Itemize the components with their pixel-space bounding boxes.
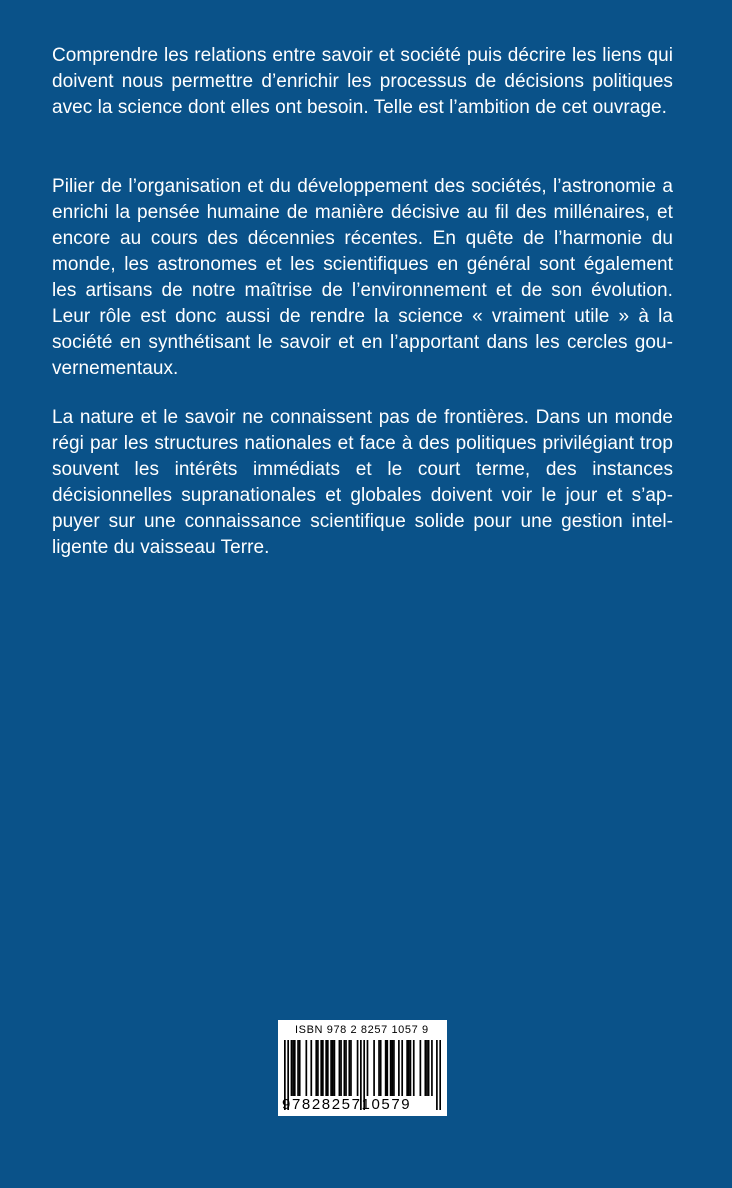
paragraph-text: Pilier de l’organisation et du développement des sociétés, l’astronomie a enrichi la pensée humaine de manière décisive au fil des millénaires, et encore au cours des décennies récentes. En quête de l’harmonie du monde, les astronomes et les scientifiques en général sont également les artisans de notre maîtrise de l’environnement et de son évolution. Leur rôle est donc aussi de rendre la science « vraiment utile » à la société en synthétisant le savoir et en l’apportant dans les cercles gouvernementaux.	[52, 176, 673, 379]
barcode-bar	[348, 1040, 350, 1096]
barcode-bar	[350, 1040, 352, 1096]
barcode-bar	[393, 1040, 395, 1096]
barcode-bar	[398, 1040, 400, 1096]
barcode-bar	[410, 1040, 412, 1096]
barcode-bar	[294, 1040, 296, 1096]
barcode-bar	[373, 1040, 375, 1096]
barcode-bar	[401, 1040, 403, 1096]
barcode-bar	[339, 1040, 341, 1096]
barcode-bar	[330, 1040, 332, 1096]
conclusion-paragraph	[52, 405, 673, 561]
astronomy-paragraph	[52, 174, 673, 382]
barcode-digits: 9782825710579	[282, 1096, 412, 1113]
barcode-bar	[390, 1040, 392, 1096]
paragraph-text: Comprendre les relations entre savoir et société puis décrire les liens qui doivent nous permettre d’enrichir les processus de décisions politiques avec la science dont elles ont besoin. Telle est l’ambition de cet ouvrage.	[52, 45, 673, 118]
barcode-bar	[310, 1040, 312, 1096]
barcode-bar	[367, 1040, 369, 1096]
barcode-bar	[320, 1040, 322, 1096]
barcode-bar	[378, 1040, 380, 1096]
barcode-bar	[380, 1040, 382, 1096]
barcode-bar	[334, 1040, 336, 1096]
isbn-label: ISBN 978 2 8257 1057 9	[295, 1024, 429, 1036]
barcode-bar	[299, 1040, 301, 1096]
barcode-bar	[431, 1040, 433, 1096]
barcode-bar	[426, 1040, 428, 1096]
barcode-bar	[322, 1040, 324, 1096]
barcode-bar	[340, 1040, 342, 1096]
barcode-bar	[317, 1040, 319, 1096]
barcode-bar	[385, 1040, 387, 1096]
barcode-bar	[327, 1040, 329, 1096]
barcode-bar	[292, 1040, 294, 1096]
barcode-bar	[413, 1040, 415, 1096]
barcode-bar	[424, 1040, 426, 1096]
paragraph-text: La nature et le savoir ne connaissent pas de frontières. Dans un monde régi par les structures nationales et face à des politiques privilégiant trop souvent les intérêts immédiats et le court terme, des instances décisionnelles supranationales et globales doivent voir le jour et s’appuyer sur une connaissance scientifique solide pour une gestion intelligente du vaisseau Terre.	[52, 407, 673, 558]
barcode-bar	[428, 1040, 430, 1096]
barcode-bar	[291, 1040, 293, 1096]
barcode-bar	[325, 1040, 327, 1096]
barcode-bar	[406, 1040, 408, 1096]
barcode-bar	[391, 1040, 393, 1096]
barcode-bar	[315, 1040, 317, 1096]
barcode-bar	[305, 1040, 307, 1096]
barcode-bar	[357, 1040, 359, 1096]
barcode-bar	[297, 1040, 299, 1096]
barcode-bar	[420, 1040, 422, 1096]
barcode-bar	[386, 1040, 388, 1096]
barcode-bar	[343, 1040, 345, 1096]
isbn-barcode	[278, 1020, 447, 1116]
barcode-bar	[408, 1040, 410, 1096]
barcode-bar	[332, 1040, 334, 1096]
intro-paragraph	[52, 43, 673, 121]
barcode-bar	[345, 1040, 347, 1096]
